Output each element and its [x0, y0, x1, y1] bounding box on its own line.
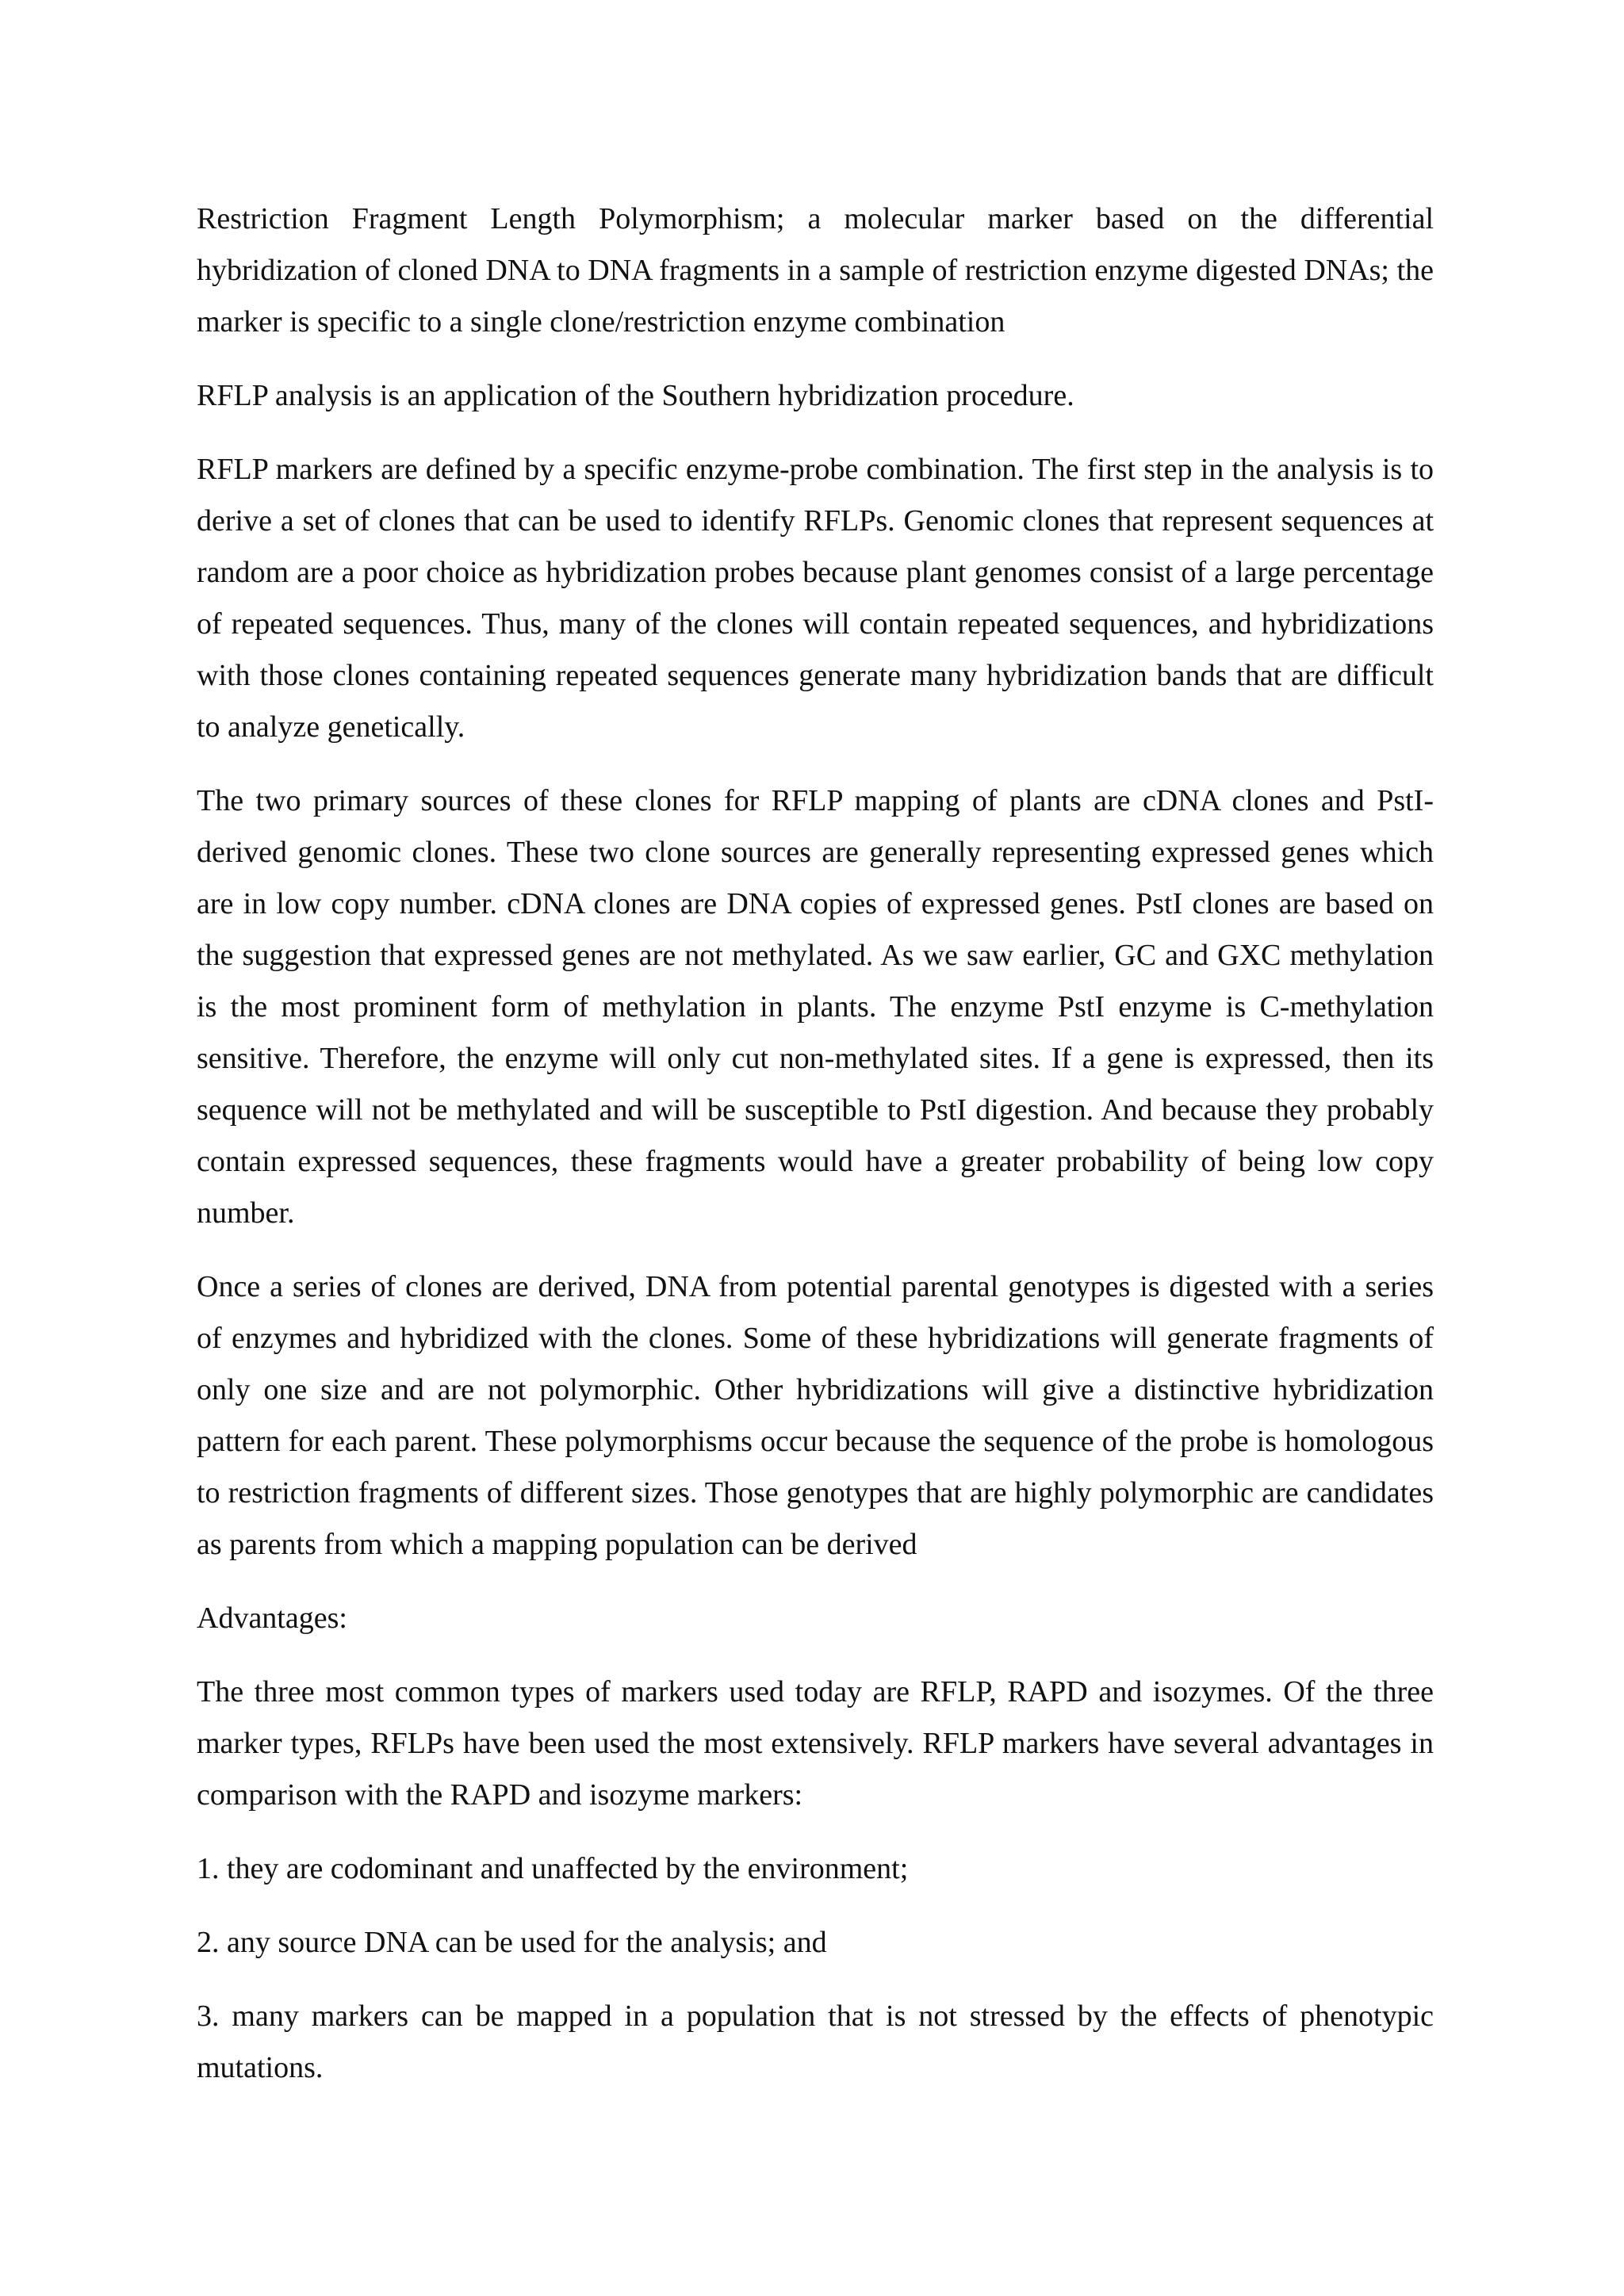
paragraph-rflp-definition: Restriction Fragment Length Polymorphism; a molecular marker based on the differential hybridization of cloned DNA to DNA fragments in a sample of restriction enzyme digested DNAs; the marker is specific to a single clone/restriction enzyme combination: [197, 202, 1434, 339]
paragraph-southern-hybridization: RFLP analysis is an application of the Southern hybridization procedure.: [197, 379, 1074, 412]
paragraph-clone-sources: The two primary sources of these clones for RFLP mapping of plants are cDNA clones and PstI-derived genomic clones. These two clone sources are generally representing expressed genes which are in low copy number. cDNA clones are DNA copies of expressed genes. PstI clones are based on the suggestion that expressed genes are not methylated. As we saw earlier, GC and GXC methylation is the most prominent form of methylation in plants. The enzyme PstI enzyme is C-methylation sensitive. Therefore, the enzyme will only cut non-methylated sites. If a gene is expressed, then its sequence will not be methylated and will be susceptible to PstI digestion. And because they probably contain expressed sequences, these fragments would have a greater probability of being low copy number.: [197, 784, 1434, 1230]
list-item-1: 1. they are codominant and unaffected by the environment;: [197, 1852, 909, 1885]
paragraph-enzyme-probe: RFLP markers are defined by a specific enzyme-probe combination. The first step in the analysis is to derive a set of clones that can be used to identify RFLPs. Genomic clones that represent sequences at random are a poor choice as hybridization probes because plant genomes consist of a large percentage of repeated sequences. Thus, many of the clones will contain repeated sequences, and hybridizations with those clones containing repeated sequences generate many hybridization bands that are difficult to analyze genetically.: [197, 453, 1434, 744]
paragraph-marker-types: The three most common types of markers used today are RFLP, RAPD and isozymes. Of the three marker types, RFLPs have been used the most extensively. RFLP markers have several advantages in comparison with the RAPD and isozyme markers:: [197, 1675, 1434, 1812]
list-item-2: 2. any source DNA can be used for the analysis; and: [197, 1926, 827, 1959]
section-heading-advantages: Advantages:: [197, 1601, 347, 1635]
paragraph-parental-genotypes: Once a series of clones are derived, DNA from potential parental genotypes is digested with a series of enzymes and hybridized with the clones. Some of these hybridizations will generate fragments of only one size and are not polymorphic. Other hybridizations will give a distinctive hybridization pattern for each parent. These polymorphisms occur because the sequence of the probe is homologous to restriction fragments of different sizes. Those genotypes that are highly polymorphic are candidates as parents from which a mapping population can be derived: [197, 1270, 1434, 1561]
document-body: [197, 193, 1434, 2116]
list-item-3: 3. many markers can be mapped in a population that is not stressed by the effects of phenotypic mutations.: [197, 1999, 1434, 2084]
